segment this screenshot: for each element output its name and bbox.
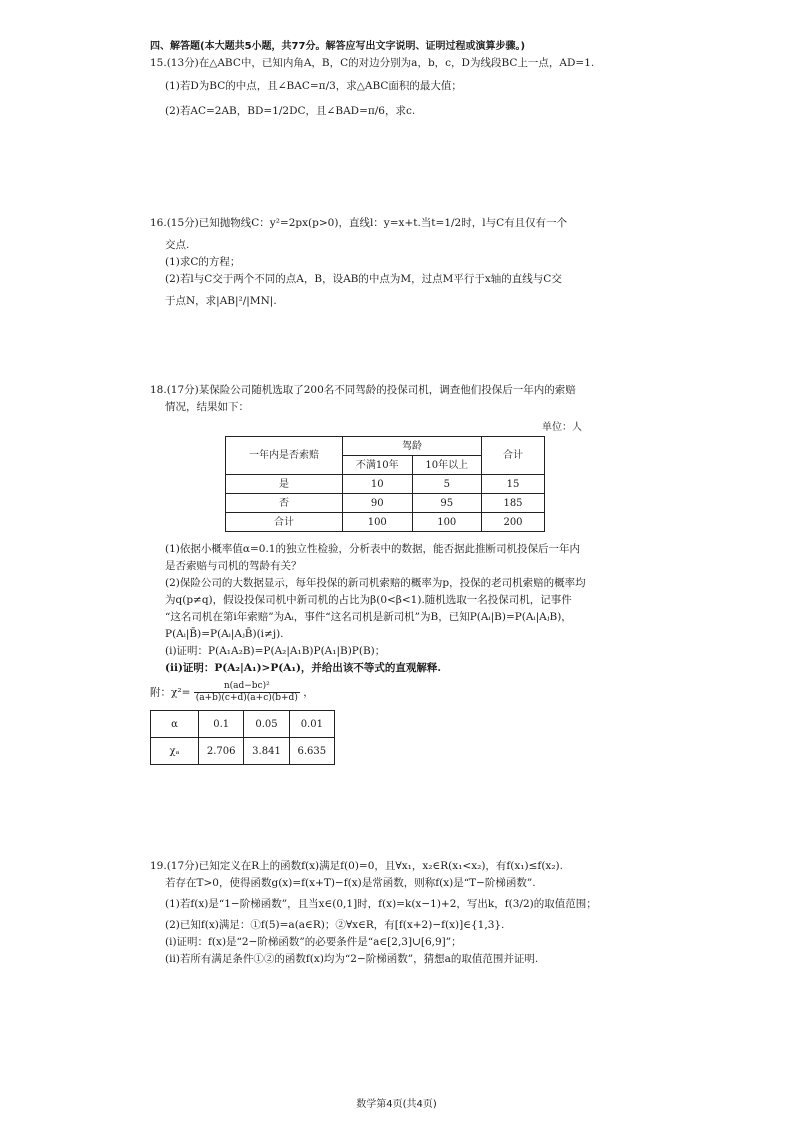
problem-18-head: 18.(17分)某保险公司随机选取了200名不同驾龄的投保司机，调查他们投保后一年内的索赔 [150, 384, 576, 396]
problem-18 [150, 382, 750, 765]
table-row [151, 738, 335, 765]
problem-18-q2-i: (ⅰ)证明：P(A₁A₂B)=P(A₂|A₁B)P(A₁|B)P(B)； [165, 645, 386, 657]
table-cell: χₐ [151, 738, 199, 765]
table-row [151, 711, 335, 738]
problem-18-q2: (2)保险公司的大数据显示，每年投保的新司机索赔的概率为p，投保的老司机索赔的概率均 [165, 577, 586, 589]
table-cell: 185 [482, 494, 545, 513]
chi-square-formula [150, 681, 750, 704]
table-cell: 10 [343, 475, 413, 494]
problem-16 [150, 215, 740, 310]
page-footer: 数学第4页(共4页) [356, 1099, 437, 1110]
problem-18-q2-cont: 为q(p≠q)，假设投保司机中新司机的占比为β(0<β<1).随机选取一名投保司机，记事件 [165, 594, 572, 606]
problem-16-q1: (1)求C的方程； [165, 256, 241, 268]
problem-15-q2: (2)若AC=2AB，BD=1/2DC，且∠BAD=π/6，求c. [165, 105, 416, 117]
problem-19-q2: (2)已知f(x)满足：①f(5)=a(a∈R)；②∀x∈R，有[f(x+2)−f(x)]∈{1,3}. [165, 919, 505, 931]
table-unit: 单位：人 [542, 422, 582, 433]
table-cell: 是 [226, 475, 343, 494]
table-header-age: 驾龄 [343, 437, 482, 456]
table-cell: 200 [482, 513, 545, 532]
formula-suffix: ， [303, 686, 314, 699]
table-cell: 0.01 [289, 711, 334, 738]
table-cell: 0.05 [244, 711, 289, 738]
table-header-over10: 10年以上 [412, 456, 482, 475]
problem-18-head-cont: 情况，结果如下： [165, 401, 249, 413]
problem-18-q1-cont: 是否索赔与司机的驾龄有关？ [165, 560, 302, 572]
problem-19-q2-i: (ⅰ)证明：f(x)是“2−阶梯函数”的必要条件是“a∈[2,3]∪[6,9]”； [165, 936, 462, 948]
formula-denominator: (a+b)(c+d)(a+c)(b+d) [195, 693, 298, 703]
formula-numerator: n(ad−bc)² [194, 681, 300, 693]
problem-18-q2-ii: (ⅱ)证明：P(A₂|A₁)>P(A₁)，并给出该不等式的直观解释. [165, 662, 442, 674]
table-cell: α [151, 711, 199, 738]
problem-16-q2-cont: 于点N，求|AB|²/|MN|. [165, 295, 277, 307]
table-cell: 100 [343, 513, 413, 532]
table-cell: 2.706 [199, 738, 244, 765]
problem-18-q1: (1)依据小概率值α=0.1的独立性检验，分析表中的数据，能否据此推断司机投保后一年内 [165, 543, 580, 555]
table-cell: 0.1 [199, 711, 244, 738]
table-cell: 合计 [226, 513, 343, 532]
problem-18-q2-cont2: “这名司机在第i年索赔”为Aᵢ，事件“这名司机是新司机”为B，已知P(Aᵢ|B)=P(Aᵢ|AⱼB)， [165, 611, 572, 623]
table-cell: 6.635 [289, 738, 334, 765]
table-row [226, 494, 545, 513]
section-title: 四、解答题(本大题共5小题，共77分。解答应写出文字说明、证明过程或演算步骤。) [150, 41, 526, 52]
table-cell: 15 [482, 475, 545, 494]
formula-prefix: 附：χ²= [150, 686, 191, 699]
problem-16-head-cont: 交点. [165, 239, 190, 251]
table-cell: 否 [226, 494, 343, 513]
table-row [226, 513, 545, 532]
table-row [226, 475, 545, 494]
problem-19 [150, 858, 765, 968]
problem-16-q2: (2)若l与C交于两个不同的点A，B，设AB的中点为M，过点M平行于x轴的直线与C交 [165, 273, 562, 285]
survey-table [225, 436, 545, 532]
table-header-under10: 不满10年 [343, 456, 413, 475]
table-cell: 95 [412, 494, 482, 513]
critical-value-table [150, 710, 335, 765]
table-cell: 5 [412, 475, 482, 494]
problem-15 [150, 38, 740, 120]
table-cell: 90 [343, 494, 413, 513]
problem-19-q2-ii: (ⅱ)若所有满足条件①②的函数f(x)均为“2−阶梯函数”，猜想a的取值范围并证明. [165, 953, 539, 965]
table-header-claim: 一年内是否索赔 [226, 437, 343, 475]
table-cell: 100 [412, 513, 482, 532]
problem-19-head-cont: 若存在T>0，使得函数g(x)=f(x+T)−f(x)是常函数，则称f(x)是“T−阶梯函数”. [165, 877, 536, 889]
problem-15-q1: (1)若D为BC的中点，且∠BAC=π/3，求△ABC面积的最大值； [165, 80, 462, 92]
problem-15-head: 15.(13分)在△ABC中，已知内角A，B，C的对边分别为a，b，c，D为线段BC上一点，AD=1. [150, 57, 595, 69]
table-cell: 3.841 [244, 738, 289, 765]
formula-fraction [194, 681, 300, 704]
problem-19-q1: (1)若f(x)是“1−阶梯函数”，且当x∈(0,1]时，f(x)=k(x−1)+2，写出k，f(3/2)的取值范围； [165, 898, 597, 910]
table-header-total: 合计 [482, 437, 545, 475]
problem-18-q2-cont3: P(Aᵢ|B̄)=P(Aᵢ|AⱼB̄)(i≠j). [165, 628, 284, 640]
problem-16-head: 16.(15分)已知抛物线C：y²=2px(p>0)，直线l：y=x+t.当t=1/2时，l与C有且仅有一个 [150, 217, 568, 229]
problem-19-head: 19.(17分)已知定义在R上的函数f(x)满足f(0)=0，且∀x₁，x₂∈R(x₁<x₂)，有f(x₁)≤f(x₂). [150, 860, 563, 872]
